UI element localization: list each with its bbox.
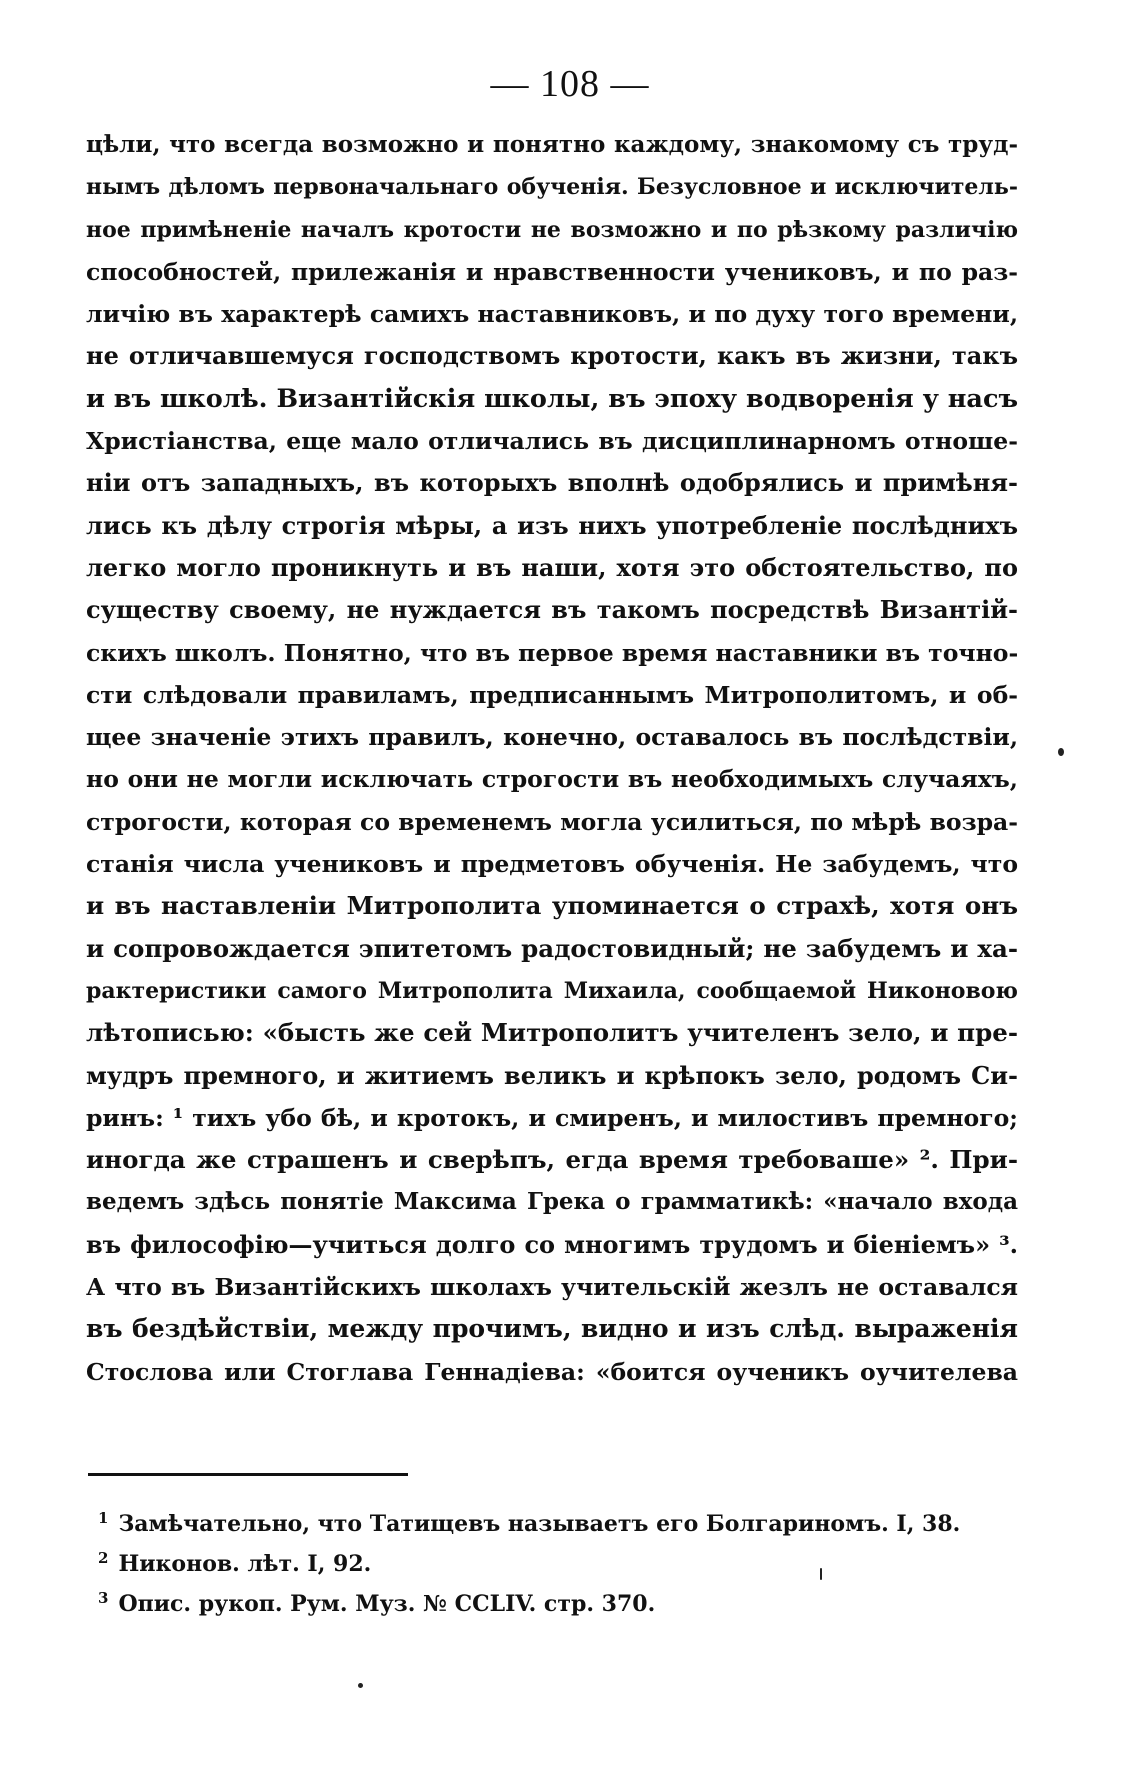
footnote-text: Опис. рукоп. Рум. Муз. № CCLIV. стр. 370. (118, 1591, 656, 1617)
footnote-number: 1 (98, 1508, 109, 1527)
text-line: мудръ премного, и житиемъ великъ и крѣпокъ зело, родомъ Си- (86, 1060, 1018, 1090)
footnote-divider (88, 1473, 408, 1476)
text-line: въ философію—учиться долго со многимъ трудомъ и біеніемъ» ³. (86, 1229, 1018, 1259)
body-text (86, 124, 1018, 1393)
text-line: строгости, которая со временемъ могла усилиться, по мѣрѣ возра- (86, 807, 1018, 836)
footnote (98, 1504, 998, 1544)
text-line: существу своему, не нуждается въ такомъ посредствѣ Византій- (86, 595, 1018, 625)
ink-speck (358, 1683, 363, 1688)
text-line: нымъ дѣломъ первоначальнаго обученія. Безусловное и исключитель- (86, 174, 1018, 201)
text-line: и въ наставленіи Митрополита упоминается о страхѣ, хотя онъ (86, 891, 1018, 921)
footnote-number: 2 (98, 1548, 109, 1567)
text-line: ведемъ здѣсь понятіе Максима Грека о грамматикѣ: «начало входа (86, 1188, 1018, 1216)
ink-speck (1058, 748, 1064, 756)
text-line: легко могло проникнуть и въ наши, хотя это обстоятельство, по (86, 552, 1018, 582)
text-line: ніи отъ западныхъ, въ которыхъ вполнѣ одобрялись и примѣня- (86, 468, 1018, 498)
footnote-text: Замѣчательно, что Татищевъ называетъ его Болгариномъ. I, 38. (118, 1511, 961, 1537)
text-line: и въ школѣ. Византійскія школы, въ эпоху водворенія у насъ (86, 383, 1019, 414)
text-line: сти слѣдовали правиламъ, предписаннымъ Митрополитомъ, и об- (86, 680, 1018, 709)
text-line: не отличавшемуся господствомъ кротости, какъ въ жизни, такъ (86, 341, 1018, 371)
text-line: но они не могли исключать строгости въ необходимыхъ случаяхъ, (86, 765, 1018, 794)
text-line: ринъ: ¹ тихъ убо бѣ, и кротокъ, и смиренъ, и милостивъ премного; (86, 1103, 1018, 1132)
text-line: лѣтописью: «бысть же сей Митрополитъ учителенъ зело, и пре- (86, 1018, 1018, 1048)
text-line: и сопровождается эпитетомъ радостовидный; не забудемъ и ха- (86, 933, 1018, 963)
text-line: способностей, прилежанія и нравственности учениковъ, и по раз- (86, 257, 1018, 286)
footnotes (98, 1504, 998, 1624)
text-line: Стослова или Стоглава Геннадіева: «боится оученикъ оучителева (86, 1357, 1018, 1386)
text-line: станія числа учениковъ и предметовъ обученія. Не забудемъ, что (86, 850, 1018, 879)
footnote (98, 1584, 998, 1624)
footnote (98, 1544, 998, 1584)
text-line: рактеристики самого Митрополита Михаила, сообщаемой Никоновою (86, 977, 1018, 1004)
footnote-number: 3 (98, 1588, 109, 1607)
ink-speck (820, 1568, 822, 1580)
text-line: иногда же страшенъ и сверѣпъ, егда время требоваше» ². При- (86, 1145, 1018, 1175)
text-line: цѣли, что всегда возможно и понятно каждому, знакомому съ труд- (86, 131, 1018, 158)
text-line: скихъ школъ. Понятно, что въ первое время наставники въ точно- (86, 638, 1019, 667)
page-number: — 108 — (490, 63, 650, 105)
text-line: ное примѣненіе началъ кротости не возможно и по рѣзкому различію (86, 216, 1018, 243)
footnote-text: Никонов. лѣт. I, 92. (118, 1551, 372, 1577)
text-line: въ бездѣйствіи, между прочимъ, видно и изъ слѣд. выраженія (86, 1314, 1018, 1344)
text-line: Христіанства, еще мало отличались въ дисциплинарномъ отноше- (86, 427, 1018, 456)
text-line: щее значеніе этихъ правилъ, конечно, оставалось въ послѣдствіи, (86, 723, 1018, 752)
text-line: лись къ дѣлу строгія мѣры, а изъ нихъ употребленіе послѣднихъ (86, 510, 1018, 540)
text-line: личію въ характерѣ самихъ наставниковъ, и по духу того времени, (86, 300, 1018, 329)
text-line: А что въ Византійскихъ школахъ учительскій жезлъ не оставался (86, 1273, 1018, 1302)
